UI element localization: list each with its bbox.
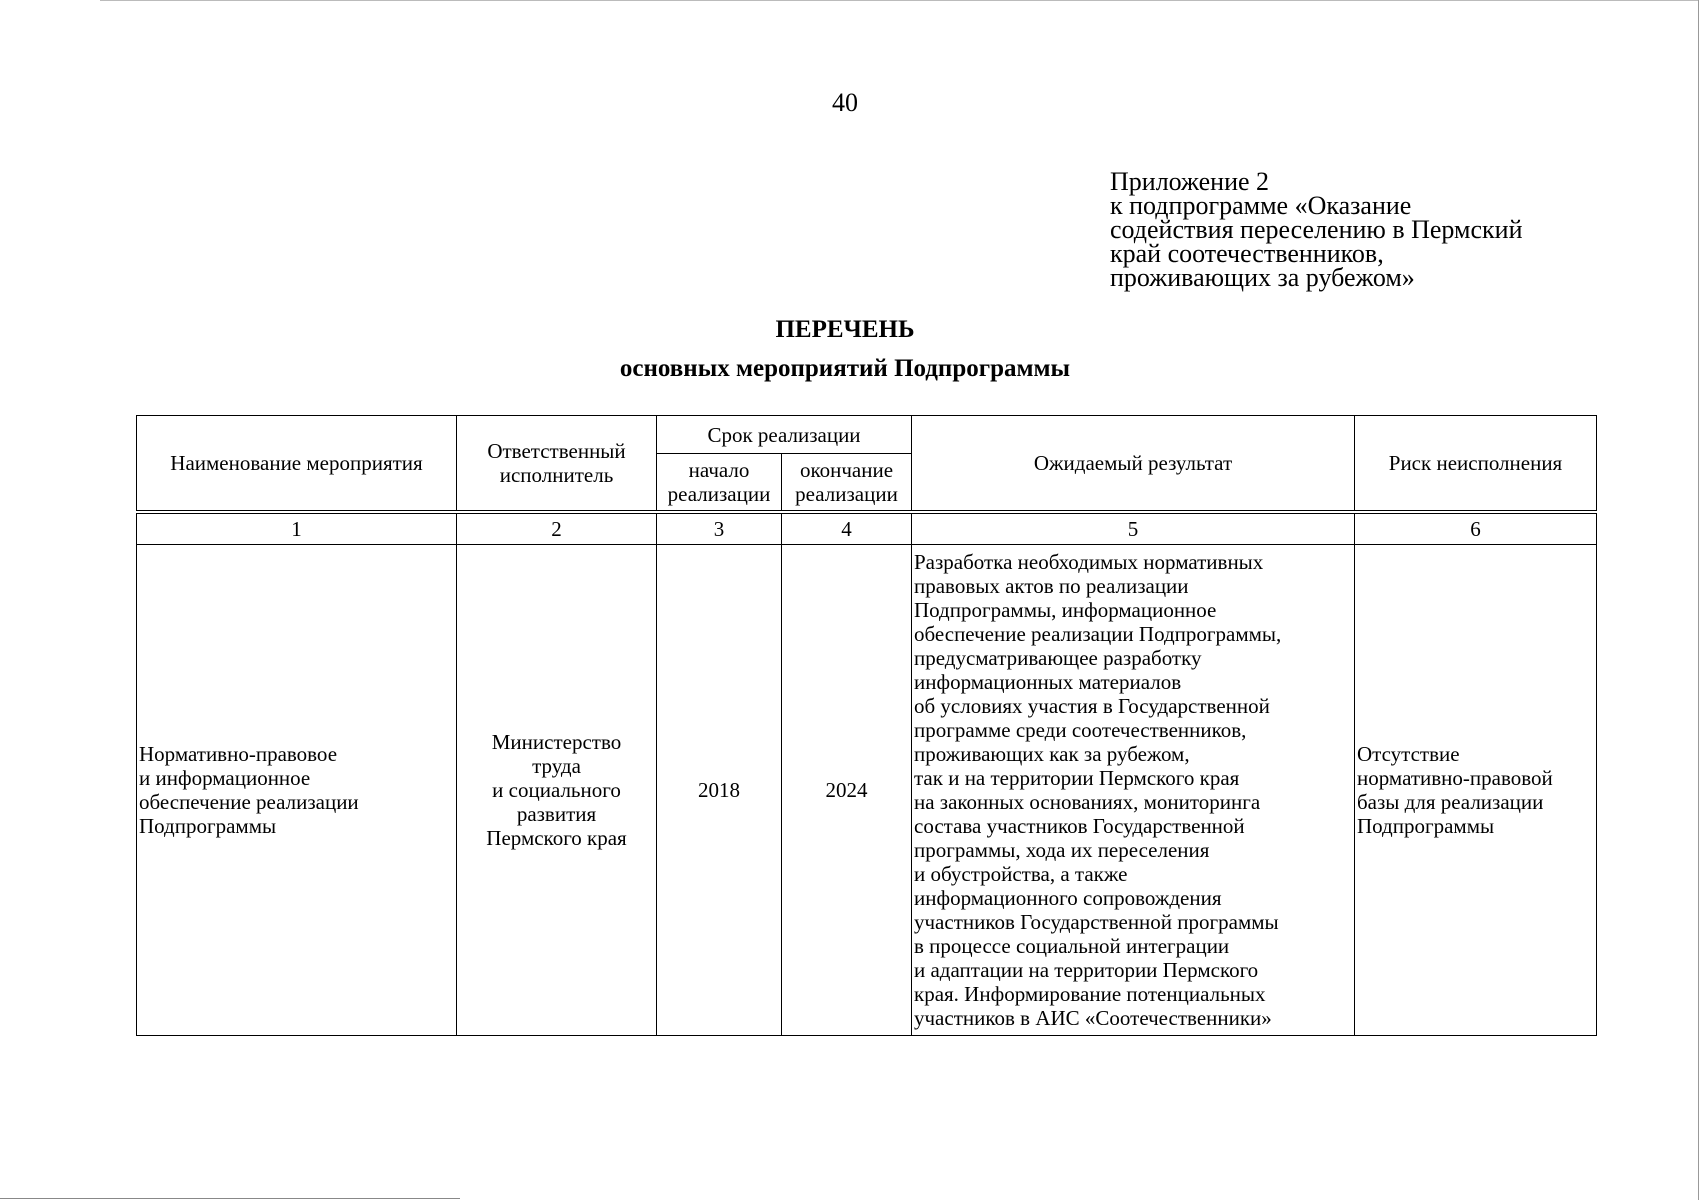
cell-line: в процессе социальной интеграции	[914, 933, 1230, 958]
cell-line: программы, хода их переселения	[914, 837, 1210, 862]
cell-line: информационных материалов	[914, 669, 1182, 694]
cell-line: Министерство	[491, 729, 622, 754]
cell-line: развития	[516, 801, 597, 826]
header-start-line: реализации	[667, 481, 771, 506]
header-end-line: окончание	[799, 457, 894, 482]
column-number: 4	[782, 512, 912, 545]
table-row	[137, 544, 1597, 1035]
cell-line: предусматривающее разработку	[914, 645, 1202, 670]
appendix-block	[1110, 167, 1523, 292]
cell-line: так и на территории Пермского края	[914, 765, 1240, 790]
scan-edge-bottom	[0, 1198, 460, 1199]
appendix-line: проживающих за рубежом»	[1110, 263, 1415, 292]
cell-line: труда	[532, 753, 581, 778]
cell-line: и обустройства, а также	[914, 861, 1128, 886]
header-result: Ожидаемый результат	[912, 416, 1355, 512]
cell-start: 2018	[657, 544, 782, 1035]
header-start-line: начало	[688, 457, 750, 482]
cell-line: проживающих как за рубежом,	[914, 741, 1190, 766]
appendix-line: край соотечественников,	[1110, 239, 1384, 268]
cell-line: участников в АИС «Соотечественники»	[914, 1005, 1272, 1030]
cell-line: на законных основаниях, мониторинга	[914, 789, 1261, 814]
cell-risk	[1355, 544, 1597, 1035]
appendix-line: Приложение 2	[1110, 167, 1270, 196]
cell-line: правовых актов по реализации	[914, 573, 1189, 598]
cell-line: края. Информирование потенциальных	[914, 981, 1266, 1006]
cell-line: и адаптации на территории Пермского	[914, 957, 1259, 982]
header-responsible-line: Ответственный	[487, 438, 626, 463]
cell-line: Отсутствие	[1357, 741, 1460, 766]
appendix-line: к подпрограмме «Оказание	[1110, 191, 1412, 220]
cell-line: Нормативно-правовое	[139, 741, 338, 766]
cell-line: Подпрограммы	[1357, 813, 1495, 838]
page-number: 40	[832, 88, 858, 117]
document-subtitle: основных мероприятий Подпрограммы	[619, 355, 1071, 382]
header-risk: Риск неисполнения	[1355, 416, 1597, 512]
cell-line: обеспечение реализации	[139, 789, 359, 814]
cell-line: базы для реализации	[1357, 789, 1544, 814]
cell-line: Разработка необходимых нормативных	[914, 549, 1264, 574]
header-name: Наименование мероприятия	[137, 416, 457, 512]
cell-line: информационного сопровождения	[914, 885, 1222, 910]
header-responsible	[457, 416, 657, 512]
column-number: 1	[137, 512, 457, 545]
document-title: ПЕРЕЧЕНЬ	[775, 316, 915, 343]
cell-line: состава участников Государственной	[914, 813, 1245, 838]
appendix-line: содействия переселению в Пермский	[1110, 215, 1523, 244]
cell-line: программе среди соотечественников,	[914, 717, 1247, 742]
cell-line: Пермского края	[486, 825, 627, 850]
cell-line: Подпрограммы, информационное	[914, 597, 1217, 622]
cell-result	[912, 544, 1355, 1035]
cell-line: нормативно-правовой	[1357, 765, 1553, 790]
cell-line: и социального	[492, 777, 621, 802]
header-responsible-line: исполнитель	[499, 462, 614, 487]
header-end-line: реализации	[795, 481, 898, 506]
column-number-row	[137, 512, 1597, 545]
cell-line: обеспечение реализации Подпрограммы,	[914, 621, 1282, 646]
cell-line: об условиях участия в Государственной	[914, 693, 1270, 718]
cell-line: участников Государственной программы	[914, 909, 1279, 934]
column-number: 5	[912, 512, 1355, 545]
header-end	[782, 454, 912, 512]
column-number: 2	[457, 512, 657, 545]
scan-edge-top	[100, 0, 1699, 1]
cell-name	[137, 544, 457, 1035]
cell-end: 2024	[782, 544, 912, 1035]
cell-line: Подпрограммы	[139, 813, 277, 838]
cell-line: и информационное	[139, 765, 311, 790]
header-start	[657, 454, 782, 512]
events-table	[136, 415, 1597, 1036]
header-period: Срок реализации	[657, 416, 912, 454]
column-number: 3	[657, 512, 782, 545]
column-number: 6	[1355, 512, 1597, 545]
cell-responsible	[457, 544, 657, 1035]
